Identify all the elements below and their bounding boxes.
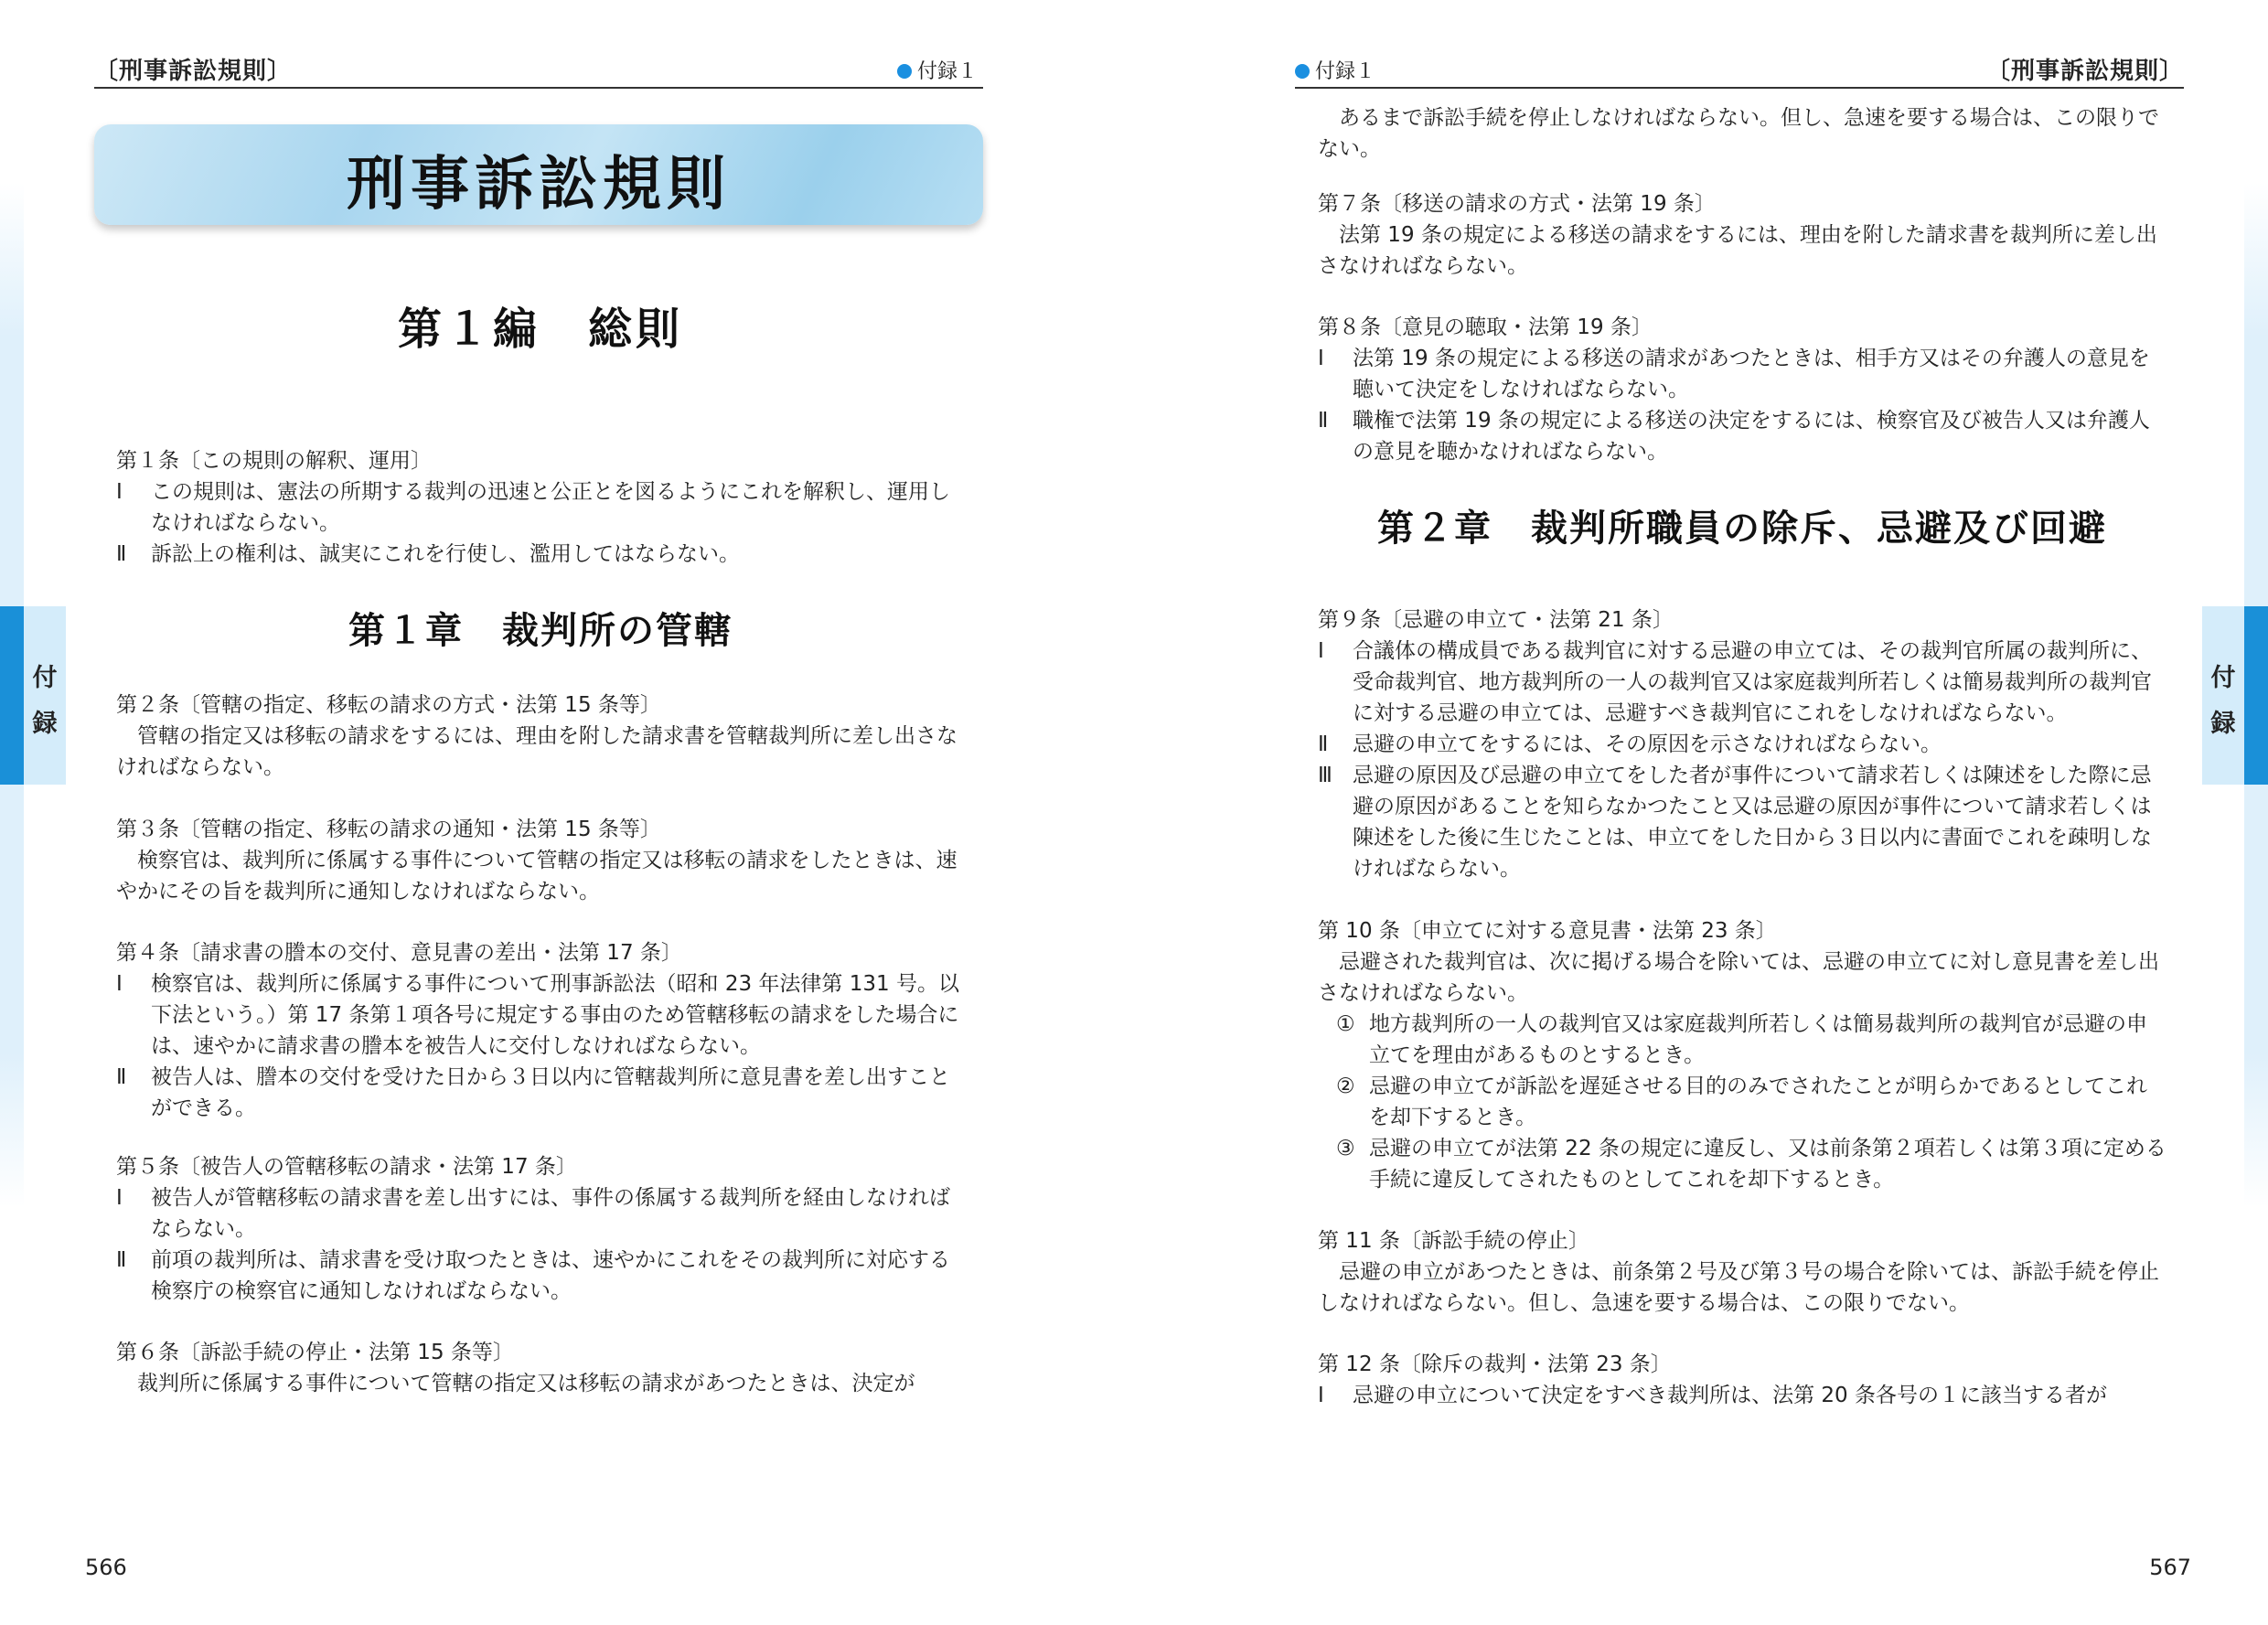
article-item [116,1245,965,1307]
article-item [1318,636,2166,729]
right-page [1134,0,2268,1625]
right-thumb-tab [2202,606,2268,785]
item-number: Ⅱ [1318,409,1329,433]
article-3 [116,814,965,907]
chapter-title-block [116,610,965,652]
right-header-appendix-label: 付録１ [1315,60,1376,83]
article-item [1318,343,2166,405]
item-number: Ⅰ [116,972,123,996]
left-header-appendix-label: 付録１ [916,60,978,83]
article-item [116,968,965,1062]
left-running-header [94,50,983,89]
article-2 [116,690,965,783]
right-running-header [1295,50,2184,89]
subitem-number: ① [1336,1012,1355,1036]
article-12 [1318,1349,2166,1411]
item-text: 検察官は、裁判所に係属する事件について刑事訴訟法（昭和 23 年法律第 131 号。以下法という。）第 17 条第１項各号に規定する事由のため管轄移転の請求をした場合には、速やかに請求書の謄本を被告人に交付しなければならない。 [151,972,959,1058]
article-11 [1318,1225,2166,1319]
title-banner [94,124,983,225]
article-4 [116,937,965,1124]
chapter-2-title-block [1318,508,2166,550]
chapter-title: 第１章 裁判所の管轄 [348,610,733,652]
bullet-dot-icon [1295,64,1310,79]
part-title: 第１編 総則 [397,304,683,355]
article-item [1318,405,2166,467]
item-text: 被告人は、謄本の交付を受けた日から３日以内に管轄裁判所に意見書を差し出すことができる。 [151,1065,950,1120]
article-heading: 第８条〔意見の聴取・法第 19 条〕 [1318,315,1653,339]
article-subitem [1318,1133,2166,1195]
item-number: Ⅰ [116,1186,123,1210]
item-text: 職権で法第 19 条の規定による移送の決定をするには、検察官及び被告人又は弁護人の意見を聴かなければならない。 [1353,409,2150,464]
article-item [1318,1380,2166,1411]
item-text: 前項の裁判所は、請求書を受け取つたときは、速やかにこれをその裁判所に対応する検察庁の検察官に通知しなければならない。 [151,1248,950,1303]
item-text: 忌避の申立について決定をすべき裁判所は、法第 20 条各号の１に該当する者が [1353,1384,2107,1407]
article-heading: 第１条〔この規則の解釈、運用〕 [116,449,432,473]
article-item [116,539,965,570]
left-thumb-tab-bar [0,606,24,785]
subitem-number: ② [1336,1074,1355,1098]
right-header-title: 〔刑事訴訟規則〕 [1985,58,2184,85]
page-number: 567 [2149,1555,2191,1580]
article-heading: 第３条〔管轄の指定、移転の請求の通知・法第 15 条等〕 [116,818,661,841]
continuation-text: あるまで訴訟手続を停止しなければならない。但し、急速を要する場合は、この限りでない。 [1318,106,2159,161]
article-item [116,1062,965,1124]
article-heading: 第４条〔請求書の謄本の交付、意見書の差出・法第 17 条〕 [116,941,682,965]
continuation-text-block [1318,102,2166,165]
article-heading: 第 11 条〔訴訟手続の停止〕 [1318,1229,1589,1253]
article-item [1318,760,2166,884]
item-number: Ⅱ [116,1065,127,1089]
item-text: 訴訟上の権利は、誠実にこれを行使し、濫用してはならない。 [151,542,740,566]
item-text: 忌避の申立てをするには、その原因を示さなければならない。 [1353,732,1942,756]
article-body: 検察官は、裁判所に係属する事件について管轄の指定又は移転の請求をしたときは、速やかにその旨を裁判所に通知しなければならない。 [116,849,957,903]
article-heading: 第６条〔訴訟手続の停止・法第 15 条等〕 [116,1341,514,1364]
article-body: 裁判所に係属する事件について管轄の指定又は移転の請求があつたときは、決定が [137,1372,915,1395]
article-heading: 第 10 条〔申立てに対する意見書・法第 23 条〕 [1318,919,1777,943]
article-9 [1318,604,2166,884]
part-title-block [116,304,965,355]
subitem-text: 地方裁判所の一人の裁判官又は家庭裁判所若しくは簡易裁判所の裁判官が忌避の申立てを理由があるものとするとき。 [1369,1012,2147,1067]
item-number: Ⅱ [1318,732,1329,756]
article-6 [116,1337,965,1399]
page-number: 566 [85,1555,127,1580]
article-5 [116,1151,965,1307]
item-text: この規則は、憲法の所期する裁判の迅速と公正とを図るようにこれを解釈し、運用しなければならない。 [151,480,950,535]
left-header-title: 〔刑事訴訟規則〕 [94,58,293,85]
right-thumb-tab-bar [2244,606,2268,785]
article-subitem [1318,1009,2166,1071]
article-subitem [1318,1071,2166,1133]
item-text: 被告人が管轄移転の請求書を差し出すには、事件の係属する裁判所を経由しなければならない。 [151,1186,950,1241]
left-thumb-tab [0,606,66,785]
chapter-title: 第２章 裁判所職員の除斥、忌避及び回避 [1377,508,2107,550]
article-body: 忌避された裁判官は、次に掲げる場合を除いては、忌避の申立てに対し意見書を差し出さなければならない。 [1318,950,2159,1005]
right-thumb-tab-label: 付 録 [2210,664,2236,738]
item-text: 忌避の原因及び忌避の申立てをした者が事件について請求若しくは陳述をした際に忌避の原因があることを知らなかつたこと又は忌避の原因が事件について請求若しくは陳述をした後に生じたことは、申立てをした日から３日以内に書面でこれを疎明しなければならない。 [1353,764,2152,881]
item-number: Ⅰ [116,480,123,504]
bullet-dot-icon [897,64,912,79]
subitem-number: ③ [1336,1137,1355,1160]
left-header-appendix [897,56,978,84]
item-number: Ⅰ [1318,639,1324,663]
item-text: 合議体の構成員である裁判官に対する忌避の申立ては、その裁判官所属の裁判所に、受命裁判官、地方裁判所の一人の裁判官又は家庭裁判所若しくは簡易裁判所の裁判官に対する忌避の申立ては、忌避すべき裁判官にこれをしなければならない。 [1353,639,2152,725]
article-body: 忌避の申立があつたときは、前条第２号及び第３号の場合を除いては、訴訟手続を停止しなければならない。但し、急速を要する場合は、この限りでない。 [1318,1260,2159,1315]
item-number: Ⅰ [1318,347,1324,370]
item-number: Ⅰ [1318,1384,1324,1407]
article-heading: 第９条〔忌避の申立て・法第 21 条〕 [1318,608,1674,632]
article-heading: 第５条〔被告人の管轄移転の請求・法第 17 条〕 [116,1155,577,1179]
article-heading: 第２条〔管轄の指定、移転の請求の方式・法第 15 条等〕 [116,693,661,717]
article-body: 管轄の指定又は移転の請求をするには、理由を附した請求書を管轄裁判所に差し出さなければならない。 [116,724,957,779]
item-number: Ⅱ [116,1248,127,1272]
subitem-text: 忌避の申立てが法第 22 条の規定に違反し、又は前条第２項若しくは第３項に定める手続に違反してされたものとしてこれを却下するとき。 [1369,1137,2166,1192]
subitem-text: 忌避の申立てが訴訟を遅延させる目的のみでされたことが明らかであるとしてこれを却下するとき。 [1369,1074,2147,1129]
article-1 [116,445,965,570]
item-number: Ⅱ [116,542,127,566]
item-number: Ⅲ [1318,764,1332,787]
article-7 [1318,188,2166,282]
article-item [1318,729,2166,760]
article-item [116,1182,965,1245]
left-thumb-tab-label: 付 録 [32,664,58,738]
article-8 [1318,312,2166,467]
banner-title: 刑事訴訟規則 [347,151,731,219]
article-item [116,476,965,539]
item-text: 法第 19 条の規定による移送の請求があつたときは、相手方又はその弁護人の意見を聴いて決定をしなければならない。 [1353,347,2150,401]
article-heading: 第７条〔移送の請求の方式・法第 19 条〕 [1318,192,1716,216]
right-header-appendix [1295,56,1375,84]
article-10 [1318,915,2166,1195]
article-heading: 第 12 条〔除斥の裁判・法第 23 条〕 [1318,1352,1672,1376]
article-body: 法第 19 条の規定による移送の請求をするには、理由を附した請求書を裁判所に差し出さなければならない。 [1318,223,2157,278]
